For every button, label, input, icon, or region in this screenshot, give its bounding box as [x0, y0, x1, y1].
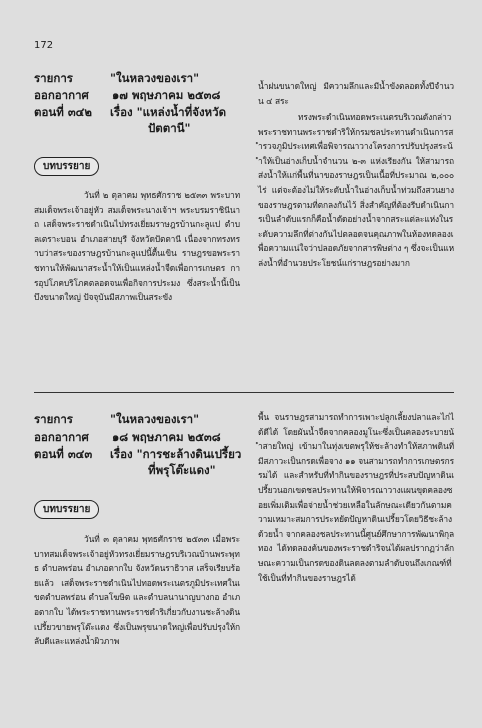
subject-line2-2: ที่พรุโต๊ะแดง": [148, 463, 216, 477]
airing-label-1: ออกอากาศ: [34, 88, 89, 102]
airing-label-2: ออกอากาศ: [34, 430, 89, 444]
section1-body-right-cont: น้ำฝนขนาดใหญ่ มีความลึกและมีน้ำขังตลอดทั้งปีจำนวน ๔ สระ: [258, 81, 454, 106]
section-divider: [34, 392, 454, 393]
program-title-1: "ในหลวงของเรา": [110, 71, 200, 85]
subject-line1-2: "การชะล้างดินเปรี้ยว: [136, 447, 242, 461]
subject-2: [110, 447, 241, 462]
section1-body-left: วันที่ ๒ ตุลาคม พุทธศักราช ๒๕๓๓ พระบาทสมเด็จพระเจ้าอยู่หัว สมเด็จพระนางเจ้าฯ พระบรมราชินีนาถ เสด็จพระราชดำเนินไปทรงเยี่ยมราษฎรบ้านกะลูแป ตำบลเตราะบอน อำเภอสายบุรี จังหวัดปัตตานี เนื่องจากทรงทราบว่าสระของราษฎรบ้านกะลูแปนี้ตื้นเขิน ราษฎรขอพระราชทานให้พัฒนาสระน้ำให้เป็นแหล่งน้ำจืดเพื่อการเกษตร การอุปโภคบริโภคตลอดจนเพื่อกิจการประมง ซึ่งสระน้ำนี้เป็นบึงขนาดใหญ่ ปัจจุบันมีสภาพเป็นสระขัง: [34, 190, 240, 303]
airing-date-1: ๑๗ พฤษภาคม ๒๕๓๘: [112, 88, 221, 102]
page-number: 172: [34, 40, 54, 51]
airing-date-2: ๑๘ พฤษภาคม ๒๕๓๘: [112, 430, 221, 444]
subject-label-1: เรื่อง: [110, 105, 133, 119]
episode-label-2: ตอนที่ ๓๔๓: [34, 447, 93, 461]
program-label-2: รายการ: [34, 412, 73, 426]
episode-label-1: ตอนที่ ๓๔๒: [34, 105, 92, 119]
subject-line2-1: ปัตตานี": [148, 121, 191, 135]
script-badge-2: บทบรรยาย: [34, 500, 99, 519]
subject-1: [110, 105, 226, 120]
section2-body-right: พื้น จนราษฎรสามารถทำการเพาะปลูกเลี้ยงปลาและไก่ได้ดีได้ โดยผันน้ำจืดจากคลองมูโนะซึ่งเป็นคลองระบายน้ำสายใหญ่ เข้ามาในทุ่งเขตพรุให้ชะล้างทำให้สภาพดินที่มีสภาวะเป็นกรดเพื่อจาง ๑๑ จนสามารถทำการเกษตรกรรมได้ และสำหรับที่ทำกินของราษฎรที่ประสบปัญหาดินเปรี้ยวนอกเขตชลประทานให้พิจารณาวางแผนขุดคลองซอยเพิ่มเติมเพื่อจ่ายน้ำช่วยเหลือในลักษณะเดียวกันตามความเหมาะสมการประหยัดปัญหาดินเปรี้ยวโดยวิธีชะล้างด้วยน้ำ จากคลองชลประทานนี้ศูนย์ศึกษาการพัฒนาพิกุลทอง ได้ทดลองค้นของพระราชดำริจนได้ผลปรากฏว่าลักษณะความเป็นกรดของดินลดลงตามลำดับจนถึงเกณฑ์ที่ใช้เป็นที่ทำกินของราษฎรได้: [258, 412, 454, 583]
section1-body-right: ทรงพระดำเนินทอดพระเนตรบริเวณดังกล่าว พระราชทานพระราชดำริให้กรมชลประทานดำเนินการสำรวจภูมิประเทศเพื่อพิจารณาวางโครงการปรับปรุงสระน้ำให้เป็นอ่างเก็บน้ำจำนวน ๒-๓ แห่งเรียงกัน ให้สามารถส่งน้ำให้แก่พื้นที่นาของราษฎรเป็นเนื้อที่ประมาณ ๒,๐๐๐ ไร่ แต่จะต้องไม่ให้ระดับน้ำในอ่างเก็บน้ำท่วมถึงสวนยางของราษฎรตามที่ตกลงกันไว้ สิ่งสำคัญที่ต้องรีบดำเนินการเป็นลำดับแรกก็คือน้ำดัดอย่างน้ำจากสระแต่ละแห่งในระดับความลึกที่ต่างกันไปตลอดจนคุณภาพในห้องทดลองเพื่อความแน่ใจว่าปลอดภัยจากสารพิษต่าง ๆ ซึ่งจะเป็นแหล่งน้ำที่อำนวยประโยชน์แก่ราษฎรอย่างมาก: [258, 112, 454, 268]
program-title-2: "ในหลวงของเรา": [110, 412, 200, 426]
section2-body-left: วันที่ ๓ ตุลาคม พุทธศักราช ๒๕๓๓ เมื่อพระบาทสมเด็จพระเจ้าอยู่หัวทรงเยี่ยมราษฎรบริเวณบ้านพระพุทธ ตำบลพร่อน อำเภอตากใบ จังหวัดนราธิวาส เสร็จเรียบร้อยแล้ว เสด็จพระราชดำเนินไปทอดพระเนตรภูมิประเทศในเขตตำบลพร่อน ตำบลโฆษิต และตำบลนานาญบางกอ อำเภอตากใบ ได้พระราชทานพระราชดำริเกี่ยวกับงานชะล้างดินเปรี้ยวขายพรุโต๊ะแดง ซึ่งเป็นพรุขนาดใหญ่เพื่อปรับปรุงให้กลับดีและแหล่งน้ำผิวภาพ: [34, 534, 240, 647]
program-label-1: รายการ: [34, 71, 73, 85]
subject-line1-1: "แหล่งน้ำที่จังหวัด: [136, 105, 227, 119]
script-badge-1: บทบรรยาย: [34, 157, 99, 176]
subject-label-2: เรื่อง: [110, 447, 133, 461]
